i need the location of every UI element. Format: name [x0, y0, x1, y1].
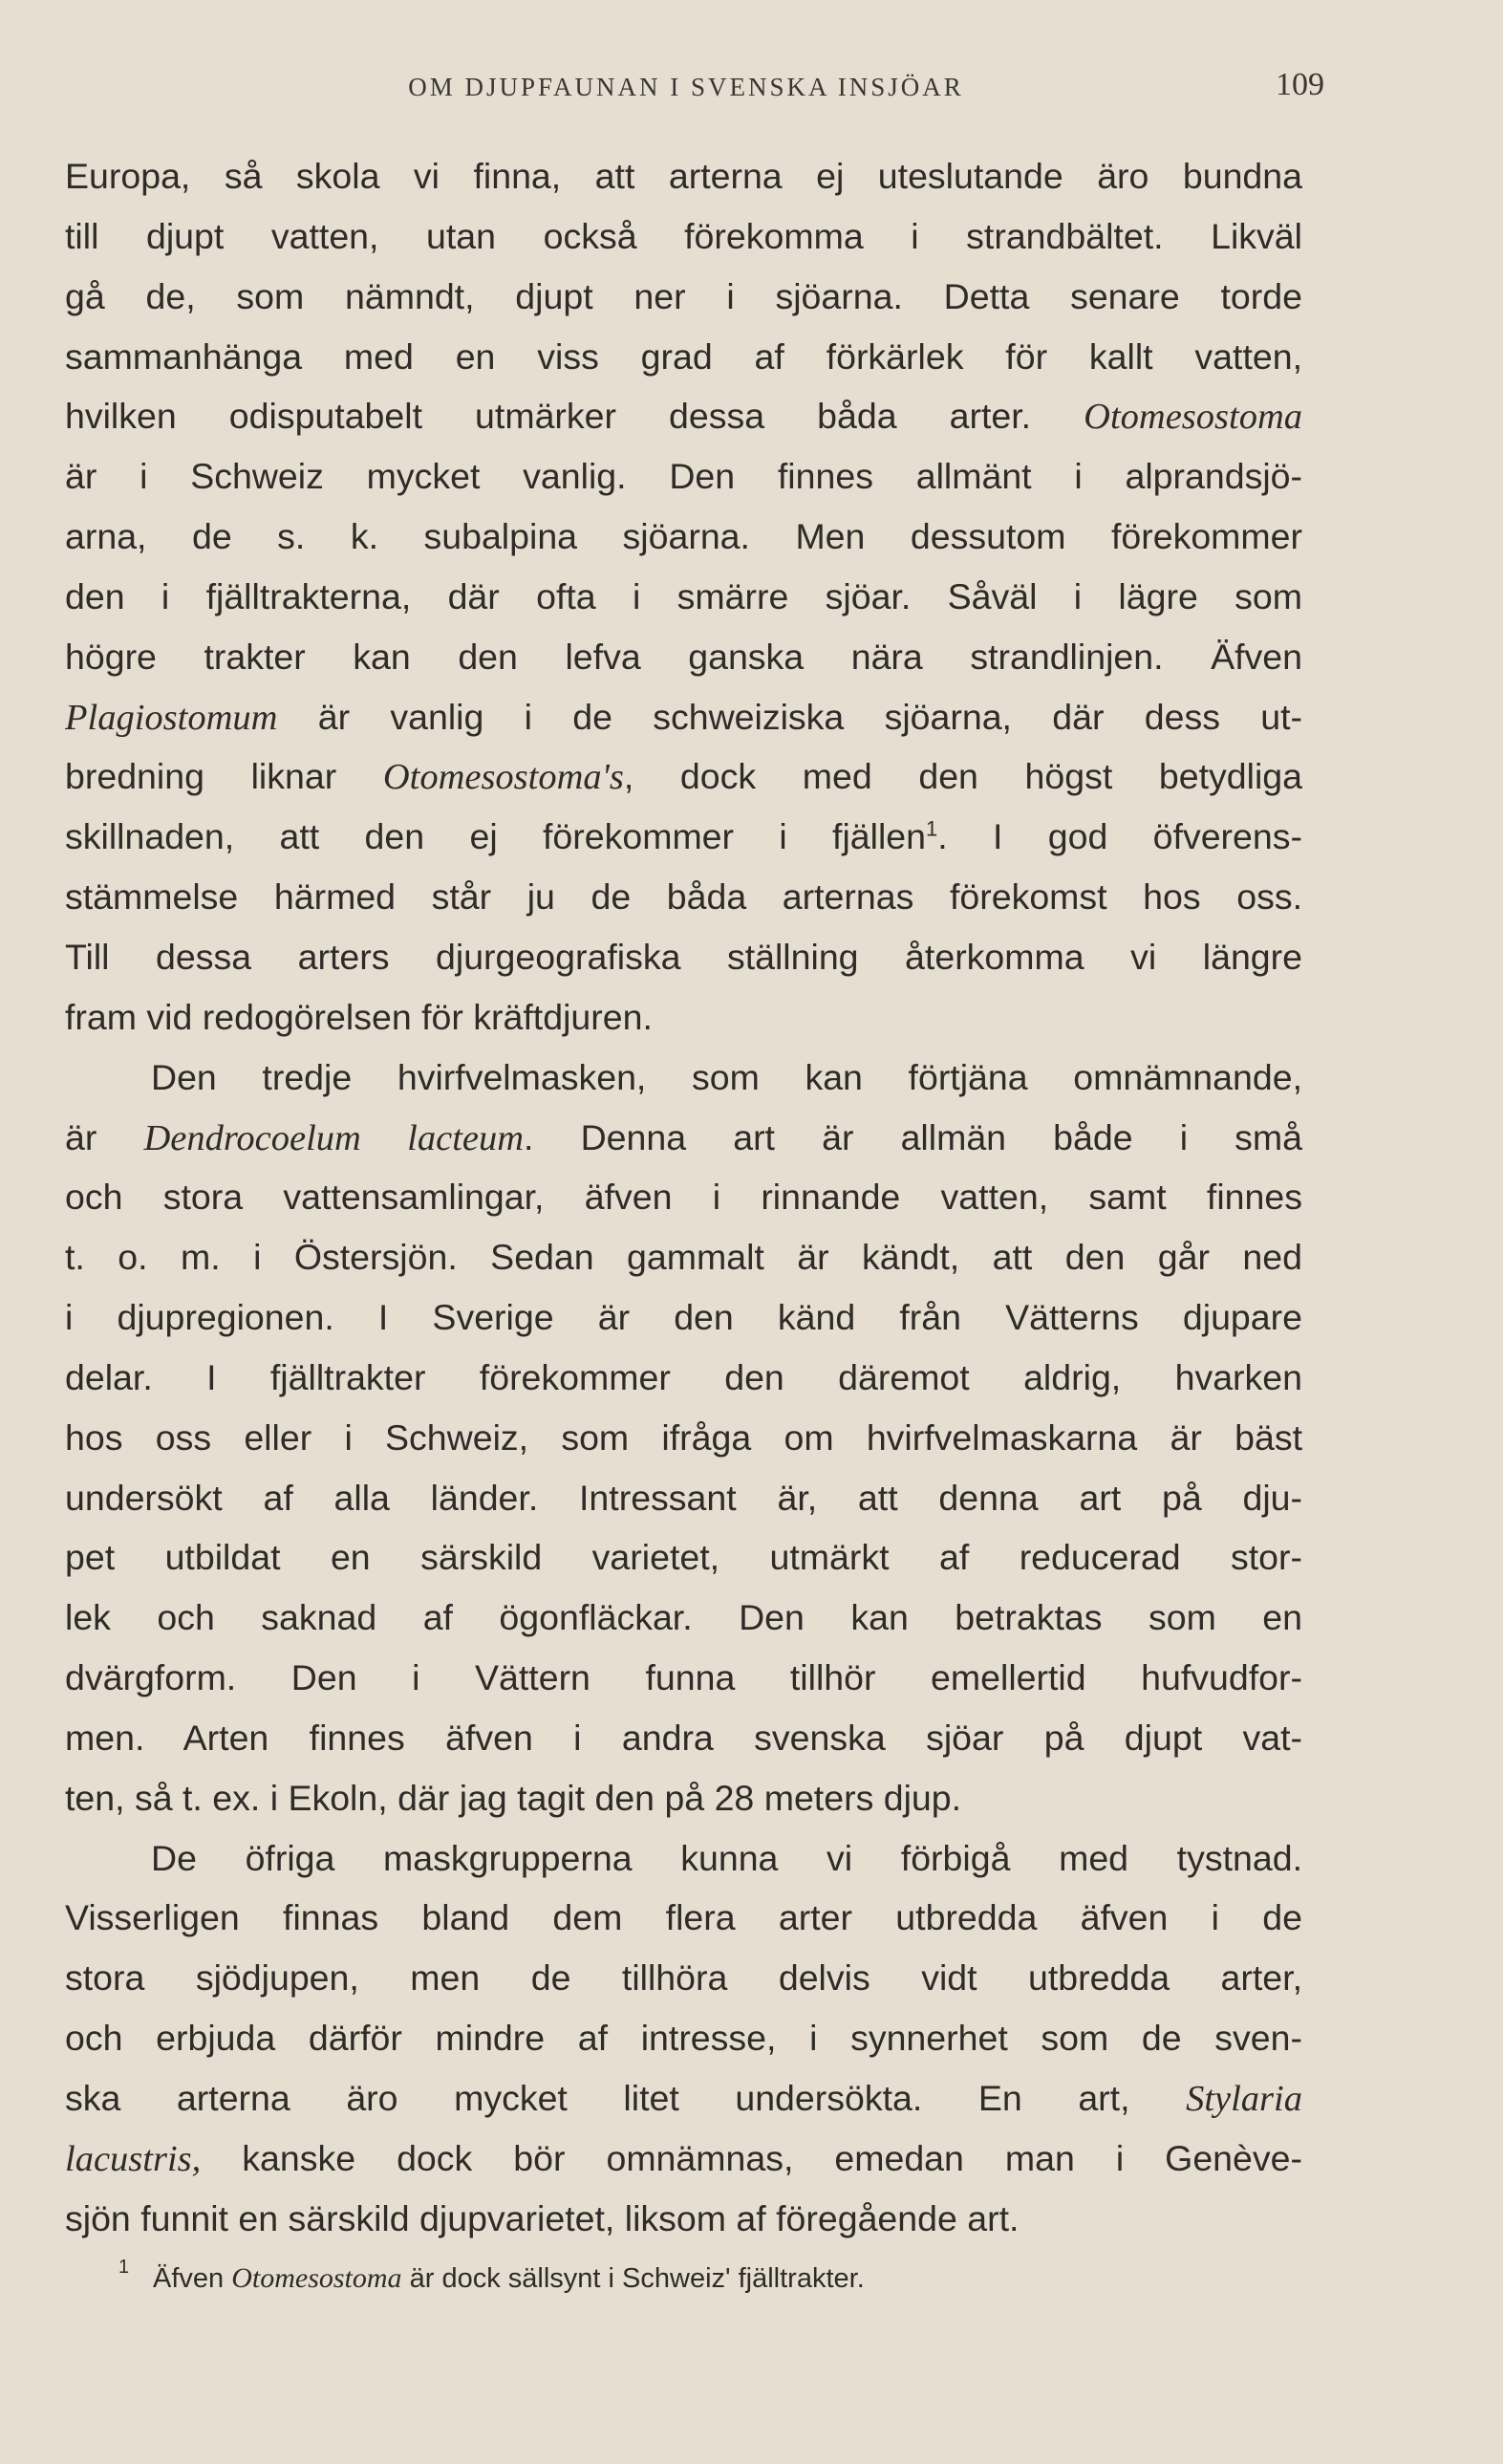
- footnote: [118, 2256, 1233, 2302]
- text-line: bredning liknar Otomesostoma's, dock med den högst betydliga: [65, 756, 1302, 798]
- taxon-name: lacustris,: [65, 2138, 202, 2179]
- text-line: är i Schweiz mycket vanlig. Den finnes allmänt i alprandsjö-: [65, 456, 1302, 497]
- text-line: ten, så t. ex. i Ekoln, där jag tagit den på 28 meters djup.: [65, 1777, 962, 1818]
- running-title: OM DJUPFAUNAN I SVENSKA INSJÖAR: [408, 73, 964, 101]
- page-number: 109: [1276, 67, 1324, 102]
- text-line: Till dessa arters djurgeografiska ställning återkomma vi längre: [65, 936, 1302, 977]
- text-line: högre trakter kan den lefva ganska nära strandlinjen. Äfven: [65, 636, 1302, 677]
- footnote-text: Äfven Otomesostoma är dock sällsynt i Schweiz' fjälltrakter.: [153, 2262, 865, 2294]
- text-line: undersökt af alla länder. Intressant är, att denna art på dju-: [65, 1477, 1302, 1518]
- taxon-name: Dendrocoelum lacteum: [143, 1117, 525, 1158]
- text-line: lek och saknad af ögonfläckar. Den kan betraktas som en: [65, 1597, 1302, 1638]
- taxon-name: Otomesostoma's: [382, 757, 624, 798]
- text-line: Plagiostomum är vanlig i de schweiziska sjöarna, där dess ut-: [65, 696, 1302, 738]
- text-line: ska arterna äro mycket litet undersökta. En art, Stylaria: [65, 2078, 1302, 2119]
- text-line: De öfriga maskgrupperna kunna vi förbigå med tystnad.: [151, 1837, 1302, 1878]
- text-line: fram vid redogörelsen för kräftdjuren.: [65, 996, 653, 1037]
- taxon-name: Plagiostomum: [65, 697, 278, 738]
- text-line: hvilken odisputabelt utmärker dessa båda arter. Otomesostoma: [65, 396, 1302, 438]
- text-line: gå de, som nämndt, djupt ner i sjöarna. Detta senare torde: [65, 275, 1302, 316]
- text-line: men. Arten finnes äfven i andra svenska sjöar på djupt vat-: [65, 1717, 1302, 1758]
- text-line: till djupt vatten, utan också förekomma i strandbältet. Likväl: [65, 215, 1302, 256]
- text-line: hos oss eller i Schweiz, som ifråga om hvirfvelmaskarna är bäst: [65, 1416, 1302, 1458]
- running-head: [65, 67, 1324, 111]
- text-line: t. o. m. i Östersjön. Sedan gammalt är kändt, att den går ned: [65, 1237, 1302, 1278]
- text-line: Den tredje hvirfvelmasken, som kan förtjäna omnämnande,: [151, 1056, 1302, 1097]
- text-line: den i fjälltrakterna, där ofta i smärre sjöar. Såväl i lägre som: [65, 575, 1302, 616]
- text-line: stora sjödjupen, men de tillhöra delvis vidt utbredda arter,: [65, 1957, 1302, 1999]
- text-line: arna, de s. k. subalpina sjöarna. Men dessutom förekommer: [65, 516, 1302, 557]
- text-line: är Dendrocoelum lacteum. Denna art är allmän både i små: [65, 1116, 1302, 1158]
- text-line: och stora vattensamlingar, äfven i rinnande vatten, samt finnes: [65, 1177, 1302, 1218]
- text-line: delar. I fjälltrakter förekommer den däremot aldrig, hvarken: [65, 1356, 1302, 1397]
- text-line: dvärgform. Den i Vättern funna tillhör emellertid hufvudfor-: [65, 1657, 1302, 1698]
- text-line: pet utbildat en särskild varietet, utmärkt af reducerad stor-: [65, 1537, 1302, 1578]
- text-line: sjön funnit en särskild djupvarietet, liksom af föregående art.: [65, 2197, 1020, 2238]
- text-line: och erbjuda därför mindre af intresse, i synnerhet som de sven-: [65, 2018, 1302, 2059]
- text-line: sammanhänga med en viss grad af förkärlek för kallt vatten,: [65, 335, 1302, 377]
- text-line: Visserligen finnas bland dem flera arter utbredda äfven i de: [65, 1897, 1302, 1938]
- footnote-mark: 1: [118, 2257, 130, 2278]
- taxon-name: Stylaria: [1186, 2079, 1302, 2119]
- body-text: [65, 146, 1302, 2249]
- text-line: Europa, så skola vi finna, att arterna ej uteslutande äro bundna: [65, 156, 1302, 196]
- footnote-taxon-name: Otomesostoma: [231, 2262, 402, 2294]
- text-line: stämmelse härmed står ju de båda arternas förekomst hos oss.: [65, 876, 1302, 918]
- text-line: lacustris, kanske dock bör omnämnas, emedan man i Genève-: [65, 2137, 1302, 2179]
- footnote-reference: 1: [926, 816, 938, 841]
- taxon-name: Otomesostoma: [1084, 397, 1302, 438]
- text-line: skillnaden, att den ej förekommer i fjällen$^1$. I god öfverens-: [65, 816, 1302, 857]
- text-line: i djupregionen. I Sverige är den känd från Vätterns djupare: [65, 1297, 1302, 1338]
